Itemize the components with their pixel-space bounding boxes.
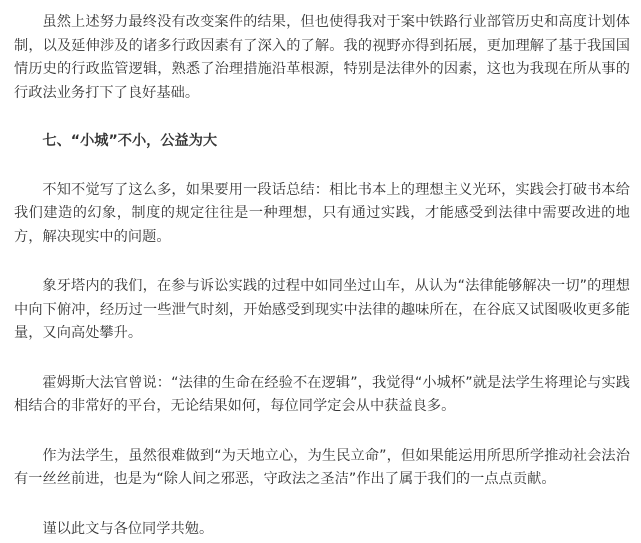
paragraph-5: 作为法学生，虽然很难做到“为天地立心，为生民立命”，但如果能运用所思所学推动社会法治有一丝丝前进，也是为“除人间之邪恶，守政法之圣洁”作出了属于我们的一点点贡献。 [14,447,630,487]
paragraph-2: 不知不觉写了这么多，如果要用一段话总结：相比书本上的理想主义光环，实践会打破书本给我们建造的幻象，制度的规定往往是一种理想，只有通过实践，才能感受到法律中需要改进的地方，解决现实中的问题。 [14,181,630,245]
paragraph-spacer [14,105,630,130]
paragraph-spacer [14,492,630,518]
paragraph-1: 虽然上述努力最终没有改变案件的结果，但也使得我对于案中铁路行业部管历史和高度计划体制，以及延伸涉及的诸多行政因素有了深入的了解。我的视野亦得到拓展，更加理解了基于我国国情历史的行政监管逻辑，熟悉了治理措施沿革根源，特别是法律外的因素，这也为我现在所从事的行政法业务打下了良好基础。 [14,14,630,101]
paragraph-3: 象牙塔内的我们，在参与诉讼实践的过程中如同坐过山车，从认为“法律能够解决一切”的理想中向下俯冲，经历过一些泄气时刻，开始感受到现实中法律的趣味所在，在谷底又试图吸收更多能量，又向高处攀升。 [14,278,630,341]
paragraph-4: 霍姆斯大法官曾说：“法律的生命在经验不在逻辑”，我觉得“小城杯”就是法学生将理论与实践相结合的非常好的平台，无论结果如何，每位同学定会从中获益良多。 [14,374,630,414]
closing-line: 谨以此文与各位同学共勉。 [42,520,214,537]
paragraph-spacer [14,419,630,445]
paragraph-spacer [14,346,630,372]
section-heading: 七、“小城”不小，公益为大 [42,133,218,149]
paragraph-spacer [14,249,630,275]
paragraph-spacer [14,154,630,179]
article-body [14,11,630,541]
